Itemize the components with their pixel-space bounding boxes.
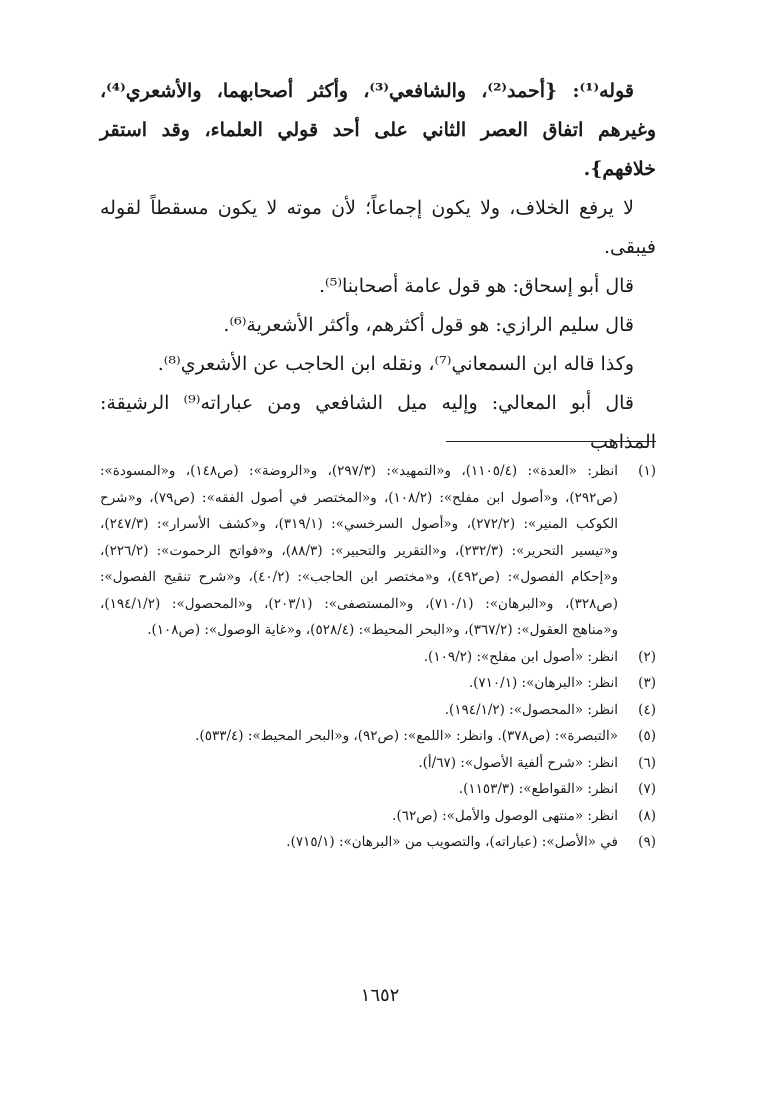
footnote-item <box>100 644 656 671</box>
footnote-item <box>100 750 656 777</box>
main-text <box>100 72 656 462</box>
paragraph-quote: قوله⁽¹⁾: {أحمد⁽²⁾، والشافعي⁽³⁾، وأكثر أصحابهما، والأشعري⁽⁴⁾، وغيرهم اتفاق العصر الثاني على أحد قولي العلماء، وقد استقر خلافهم}. <box>100 80 656 180</box>
footnote-item <box>100 776 656 803</box>
footnotes <box>100 458 656 856</box>
footnote-text: انظر: «المحصول»: (١٩٤/١/٢). <box>444 701 618 718</box>
footnote-item <box>100 829 656 856</box>
paragraph-abu-ishaq: قال أبو إسحاق: هو قول عامة أصحابنا⁽⁵⁾. <box>318 275 634 297</box>
footnote-number: (٢) <box>638 648 656 665</box>
footnote-item <box>100 458 656 644</box>
footnote-number: (٨) <box>638 807 656 824</box>
footnote-number: (٤) <box>638 701 656 718</box>
footnote-item <box>100 723 656 750</box>
footnote-text: انظر: «البرهان»: (٧١٠/١). <box>468 675 618 691</box>
page-number: ١٦٥٢ <box>360 985 400 1006</box>
paragraph-sulaym: قال سليم الرازي: هو قول أكثرهم، وأكثر الأشعرية⁽⁶⁾. <box>223 314 634 336</box>
footnote-item <box>100 697 656 724</box>
footnote-item <box>100 803 656 830</box>
footnote-divider <box>446 441 656 442</box>
footnote-text: انظر: «القواطع»: (١١٥٣/٣). <box>458 781 618 797</box>
footnote-text: انظر: «العدة»: (١١٠٥/٤)، و«التمهيد»: (٢٩٧/٣)، و«الروضة»: (ص١٤٨)، و«المسودة»: (ص٢٩٢)، و«أصول ابن مفلح»: (١٠٨/٢)، و«المختصر في أصول الفقه»: (ص٧٩)، و«شرح الكوكب المنير»: (٢٧٢/٢)، و«أصول السرخسي»: (٣١٩/١)، و«كشف الأسرار»: (٢٤٧/٣)، و«تيسير التحرير»: (٢٣٢/٣)، و«التقرير والتحبير»: (٨٨/٣)، و«فواتح الرحموت»: (٢٢٦/٢)، و«إحكام الفصول»: (ص٤٩٢)، و«مختصر ابن الحاجب»: (٤٠/٢)، و«شرح تنقيح الفصول»: (ص٣٢٨)، و«البرهان»: (٧١٠/١)، و«المستصفى»: (٢٠٣/١)، و«المحصول»: (١٩٤/١/٢)، و«مناهج العقول»: (٣٦٧/٢)، و«البحر المحيط»: (٥٢٨/٤)، و«غاية الوصول»: (ص١٠٨). <box>100 463 619 638</box>
footnote-number: (٧) <box>638 781 656 797</box>
page-body <box>100 72 656 462</box>
footnote-text: انظر: «شرح ألفية الأصول»: (٦٧/أ). <box>418 754 618 771</box>
footnote-number: (٣) <box>638 675 656 691</box>
footnote-text: انظر: «منتهى الوصول والأمل»: (ص٦٢). <box>392 807 618 824</box>
footnote-number: (١) <box>638 463 656 479</box>
footnote-number: (٩) <box>638 834 656 850</box>
footnote-number: (٥) <box>638 728 656 744</box>
footnote-text: «التبصرة»: (ص٣٧٨). وانظر: «اللمع»: (ص٩٢)، و«البحر المحيط»: (٥٣٣/٤). <box>195 728 618 744</box>
paragraph-abu-al-maali: قال أبو المعالي: وإليه ميل الشافعي ومن عباراته⁽⁹⁾ الرشيقة: المذاهب <box>100 392 656 453</box>
paragraph-explanation: لا يرفع الخلاف، ولا يكون إجماعاً؛ لأن موته لا يكون مسقطاً لقوله فيبقى. <box>100 197 656 258</box>
footnote-text: في «الأصل»: (عباراته)، والتصويب من «البرهان»: (٧١٥/١). <box>286 834 618 850</box>
footnote-item <box>100 670 656 697</box>
paragraph-samani: وكذا قاله ابن السمعاني⁽⁷⁾، ونقله ابن الحاجب عن الأشعري⁽⁸⁾. <box>157 353 634 375</box>
footnote-number: (٦) <box>638 754 656 771</box>
footnote-text: انظر: «أصول ابن مفلح»: (١٠٩/٢). <box>423 648 618 665</box>
